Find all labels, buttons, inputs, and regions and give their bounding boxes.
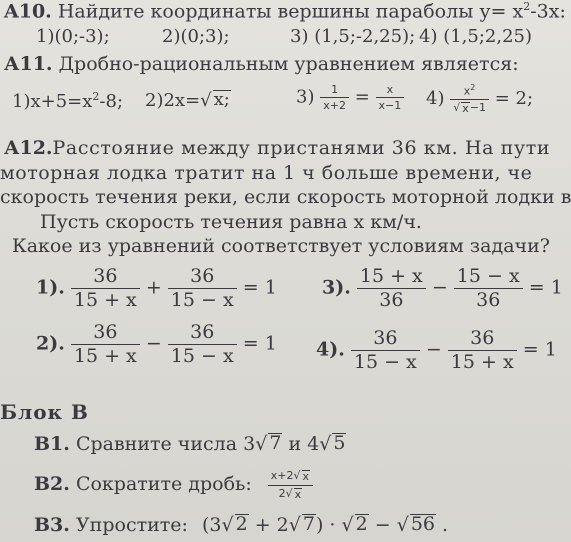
a12-line-3: скорость течения реки, если скорость моторной лодки в xyxy=(0,186,571,208)
fraction-numerator xyxy=(268,470,313,483)
a11-option-3-label: 3) xyxy=(296,86,315,108)
fraction-denominator: х−1 xyxy=(378,99,402,112)
equation-2-operator: − xyxy=(145,332,162,355)
a11-option-3-fraction-1 xyxy=(320,84,349,111)
a12-line-1 xyxy=(4,137,550,159)
b2-denominator-radicand: х xyxy=(294,487,302,501)
sqrt-symbol: √ х xyxy=(285,486,302,501)
a10-option-2: 2)(0;3); xyxy=(162,26,230,47)
a11-option-3-fraction-2 xyxy=(376,84,405,111)
a12-text-1: Расстояние между пристанями 36 км. На пути xyxy=(52,137,551,159)
sqrt-symbol: √ 7 xyxy=(288,513,315,536)
a12-line-4: Пусть скорость течения равна х км/ч. xyxy=(40,211,422,233)
a11-option-4-radicand: х xyxy=(462,101,469,115)
b3-text: Упростите: xyxy=(75,514,188,536)
a11-text: Дробно-рациональным уравнением является: xyxy=(58,53,519,75)
fraction-denominator: 15 − x xyxy=(170,289,234,311)
sqrt-symbol: √ 5 xyxy=(319,432,346,455)
b3-label: В3. xyxy=(34,514,70,536)
fraction-denominator: 15 + x xyxy=(73,345,137,367)
a11-option-2-text: 2)2х= xyxy=(145,90,201,111)
a11-question xyxy=(4,53,519,75)
a12-equation-1 xyxy=(36,267,277,310)
b2-numerator-radicand: х xyxy=(302,470,310,483)
b3-part-1: (3 xyxy=(201,514,222,536)
fraction-numerator: 36 xyxy=(373,327,398,349)
fraction-bar xyxy=(450,99,489,100)
a11-option-4-numerator: х xyxy=(463,84,471,98)
a11-option-4-den-tail: −1 xyxy=(469,100,486,114)
fraction-denominator: х+2 xyxy=(323,99,346,112)
a11-option-2 xyxy=(145,90,231,111)
a11-option-4-exp: 2 xyxy=(470,83,476,92)
equation-2-rhs: = 1 xyxy=(242,332,277,355)
b3-radicand-4: 56 xyxy=(410,513,436,535)
a10-tail: -3х: xyxy=(530,0,566,23)
b1-question xyxy=(34,433,346,455)
a12-label: А12. xyxy=(4,137,53,159)
fraction-numerator xyxy=(461,84,479,97)
a11-option-4-label: 4) xyxy=(426,88,445,110)
b2-denominator: 2 xyxy=(278,486,286,500)
a10-label: A10. xyxy=(4,0,52,23)
b2-label: В2. xyxy=(34,473,70,496)
fraction-bar xyxy=(376,97,405,98)
fraction-denominator: 15 − x xyxy=(353,351,417,373)
b3-part-2: + 2 xyxy=(248,514,289,536)
b1-radicand-2: 5 xyxy=(333,432,346,454)
fraction-denominator: 36 xyxy=(379,289,404,311)
equation-4-rhs: = 1 xyxy=(522,338,557,361)
b3-question xyxy=(34,514,448,536)
fraction-denominator xyxy=(450,102,489,115)
a10-option-3: 3) (1,5;-2,25); xyxy=(290,26,416,47)
sqrt-symbol: √ х; xyxy=(200,89,230,111)
fraction-denominator: 15 + x xyxy=(450,351,514,373)
a11-option-4-tail: = 2; xyxy=(494,88,534,110)
equation-4-fraction-1 xyxy=(351,329,420,372)
equation-1-operator: + xyxy=(145,276,162,299)
fraction-bar xyxy=(320,97,349,98)
b2-text: Сократите дробь: xyxy=(75,473,252,496)
equation-4-label: 4). xyxy=(316,338,345,361)
equation-3-fraction-2 xyxy=(454,267,523,310)
b3-radicand-3: 2 xyxy=(355,513,368,535)
b1-mid: и 4 xyxy=(282,433,320,455)
equation-3-label: 3). xyxy=(322,276,351,299)
a11-option-1-text: 1)х+5=х xyxy=(12,91,93,112)
equation-1-rhs: = 1 xyxy=(242,276,277,299)
b3-radicand-1: 2 xyxy=(235,513,248,535)
equation-4-operator: − xyxy=(425,338,442,361)
sqrt-symbol: √ 2 xyxy=(221,513,248,536)
b3-end: . xyxy=(436,514,449,536)
sqrt-symbol: √ х xyxy=(293,469,310,483)
sqrt-symbol: √ 7 xyxy=(255,432,282,455)
equation-3-rhs: = 1 xyxy=(528,276,563,299)
fraction-numerator: 15 − x xyxy=(456,265,520,287)
a12-line-5: Какое из уравнений соответствует условиям задачи? xyxy=(12,235,550,257)
b3-part-4: − xyxy=(368,514,397,536)
a10-text: Найдите координаты вершины параболы у= х xyxy=(57,0,524,23)
a11-option-1-tail: -8; xyxy=(99,91,124,112)
equation-1-fraction-2 xyxy=(168,267,237,310)
equation-2-fraction-2 xyxy=(168,323,237,366)
b1-text: Сравните числа 3 xyxy=(75,433,256,455)
fraction-denominator: 15 − x xyxy=(170,345,234,367)
b2-question xyxy=(34,470,313,500)
fraction-denominator: 36 xyxy=(476,289,501,311)
equation-3-fraction-1 xyxy=(357,267,426,310)
a11-label: А11. xyxy=(4,53,53,75)
b2-fraction xyxy=(268,470,313,500)
fraction-numerator: 36 xyxy=(93,321,118,343)
a12-line-2: моторная лодка тратит на 1 ч больше времени, че xyxy=(0,162,533,184)
a11-option-4 xyxy=(426,84,533,114)
a11-option-1 xyxy=(12,90,123,112)
b1-label: В1. xyxy=(34,433,70,455)
sqrt-symbol: √ 2 xyxy=(341,513,368,536)
a11-option-1-exp: 2 xyxy=(92,90,100,103)
a12-equation-3 xyxy=(322,267,563,310)
a12-equation-2 xyxy=(36,323,277,366)
sqrt-symbol: √ 56 xyxy=(396,513,436,536)
a10-question xyxy=(4,0,566,22)
equation-3-operator: − xyxy=(431,276,448,299)
fraction-numerator: 15 + x xyxy=(359,265,423,287)
fraction-numerator: 36 xyxy=(190,265,215,287)
a12-equation-4 xyxy=(316,329,557,372)
b3-part-3: ) · xyxy=(315,514,342,536)
sqrt-symbol: √ х xyxy=(453,100,469,115)
fraction-numerator: 1 xyxy=(331,83,339,96)
b1-radicand-1: 7 xyxy=(269,432,282,454)
equation-4-fraction-2 xyxy=(448,329,517,372)
b3-radicand-2: 7 xyxy=(302,513,315,535)
a10-option-1: 1)(0;-3); xyxy=(36,26,110,47)
fraction-numerator: 36 xyxy=(190,321,215,343)
equals-sign: = xyxy=(354,86,370,108)
a11-option-4-fraction xyxy=(450,84,489,114)
block-b-title: Блок В xyxy=(0,400,89,424)
a11-option-2-radicand: х; xyxy=(213,89,230,110)
fraction-numerator: 36 xyxy=(93,265,118,287)
equation-1-fraction-1 xyxy=(71,267,140,310)
equation-2-label: 2). xyxy=(36,332,65,355)
fraction-numerator: 36 xyxy=(470,327,495,349)
equation-1-label: 1). xyxy=(36,276,65,299)
fraction-numerator: х xyxy=(386,83,394,96)
a10-option-4: 4) (1,5;2,25) xyxy=(419,26,533,47)
fraction-bar xyxy=(268,485,313,486)
fraction-denominator: 15 + x xyxy=(73,289,137,311)
b2-numerator: х+2 xyxy=(270,469,294,482)
a11-option-3 xyxy=(296,84,404,111)
equation-2-fraction-1 xyxy=(71,323,140,366)
a10-exponent: 2 xyxy=(523,0,531,13)
fraction-denominator xyxy=(276,488,306,501)
